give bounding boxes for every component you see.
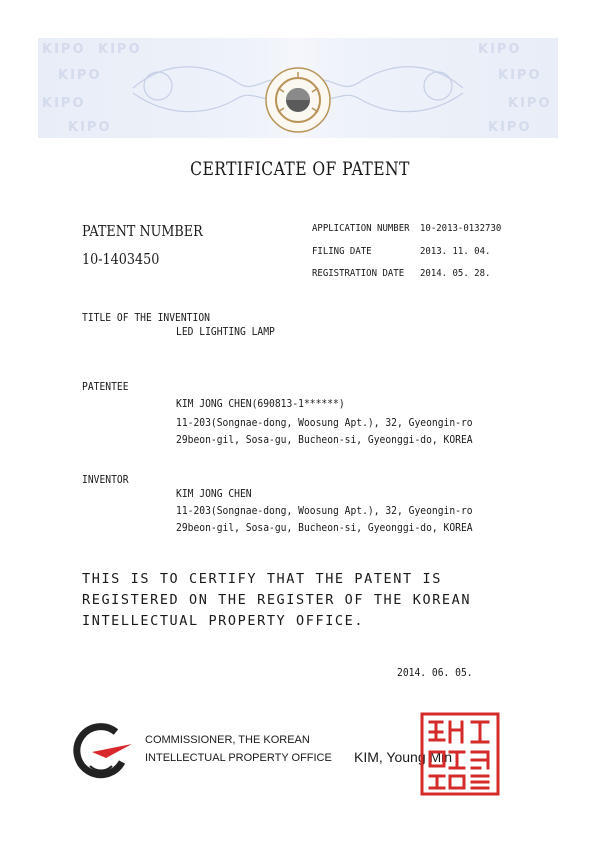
patentee-label: PATENTEE — [82, 381, 129, 393]
inventor-address-line2: 29beon-gil, Sosa-gu, Bucheon-si, Gyeonggi-do, KOREA — [176, 522, 473, 534]
watermark-text: KIPO — [488, 120, 532, 135]
certification-line-1: THIS IS TO CERTIFY THAT THE PATENT IS — [82, 571, 442, 587]
watermark-text: KIPO — [478, 42, 522, 57]
patent-number-label: PATENT NUMBER — [82, 222, 203, 240]
certification-line-2: REGISTERED ON THE REGISTER OF THE KOREAN — [82, 592, 472, 608]
application-number-label: APPLICATION NUMBER — [312, 223, 410, 234]
certificate-title: CERTIFICATE OF PATENT — [190, 158, 410, 180]
registration-date-label: REGISTRATION DATE — [312, 268, 405, 279]
patent-number-value: 10-1403450 — [82, 250, 160, 268]
kipo-logo-icon — [72, 722, 136, 780]
watermark-text: KIPO — [42, 96, 86, 111]
watermark-text: KIPO — [508, 96, 552, 111]
commissioner-name: KIM, Young Min — [354, 749, 453, 765]
watermark-text: KIPO — [498, 68, 542, 83]
inventor-label: INVENTOR — [82, 474, 129, 486]
invention-title-value: LED LIGHTING LAMP — [176, 326, 275, 338]
certificate-banner — [38, 38, 558, 138]
office-name-line1: COMMISSIONER, THE KOREAN — [145, 734, 310, 746]
filing-date-label: FILING DATE — [312, 246, 372, 257]
watermark-text: KIPO — [98, 42, 142, 57]
filing-date-value: 2013. 11. 04. — [420, 246, 491, 257]
certification-line-3: INTELLECTUAL PROPERTY OFFICE. — [82, 613, 365, 629]
registration-date-value: 2014. 05. 28. — [420, 268, 491, 279]
application-number-value: 10-2013-0132730 — [420, 223, 502, 234]
inventor-address-line1: 11-203(Songnae-dong, Woosung Apt.), 32, Gyeongin-ro — [176, 505, 473, 517]
watermark-text: KIPO — [58, 68, 102, 83]
official-seal-icon — [420, 712, 500, 796]
inventor-name: KIM JONG CHEN — [176, 488, 252, 500]
office-name-line2: INTELLECTUAL PROPERTY OFFICE — [145, 752, 332, 764]
watermark-text: KIPO — [68, 120, 112, 135]
patentee-name: KIM JONG CHEN(690813-1******) — [176, 398, 345, 410]
national-emblem-icon — [264, 66, 332, 134]
watermark-text: KIPO — [42, 42, 86, 57]
invention-title-label: TITLE OF THE INVENTION — [82, 312, 210, 324]
patentee-address-line1: 11-203(Songnae-dong, Woosung Apt.), 32, Gyeongin-ro — [176, 417, 473, 429]
issue-date: 2014. 06. 05. — [397, 667, 473, 679]
patentee-address-line2: 29beon-gil, Sosa-gu, Bucheon-si, Gyeonggi-do, KOREA — [176, 434, 473, 446]
